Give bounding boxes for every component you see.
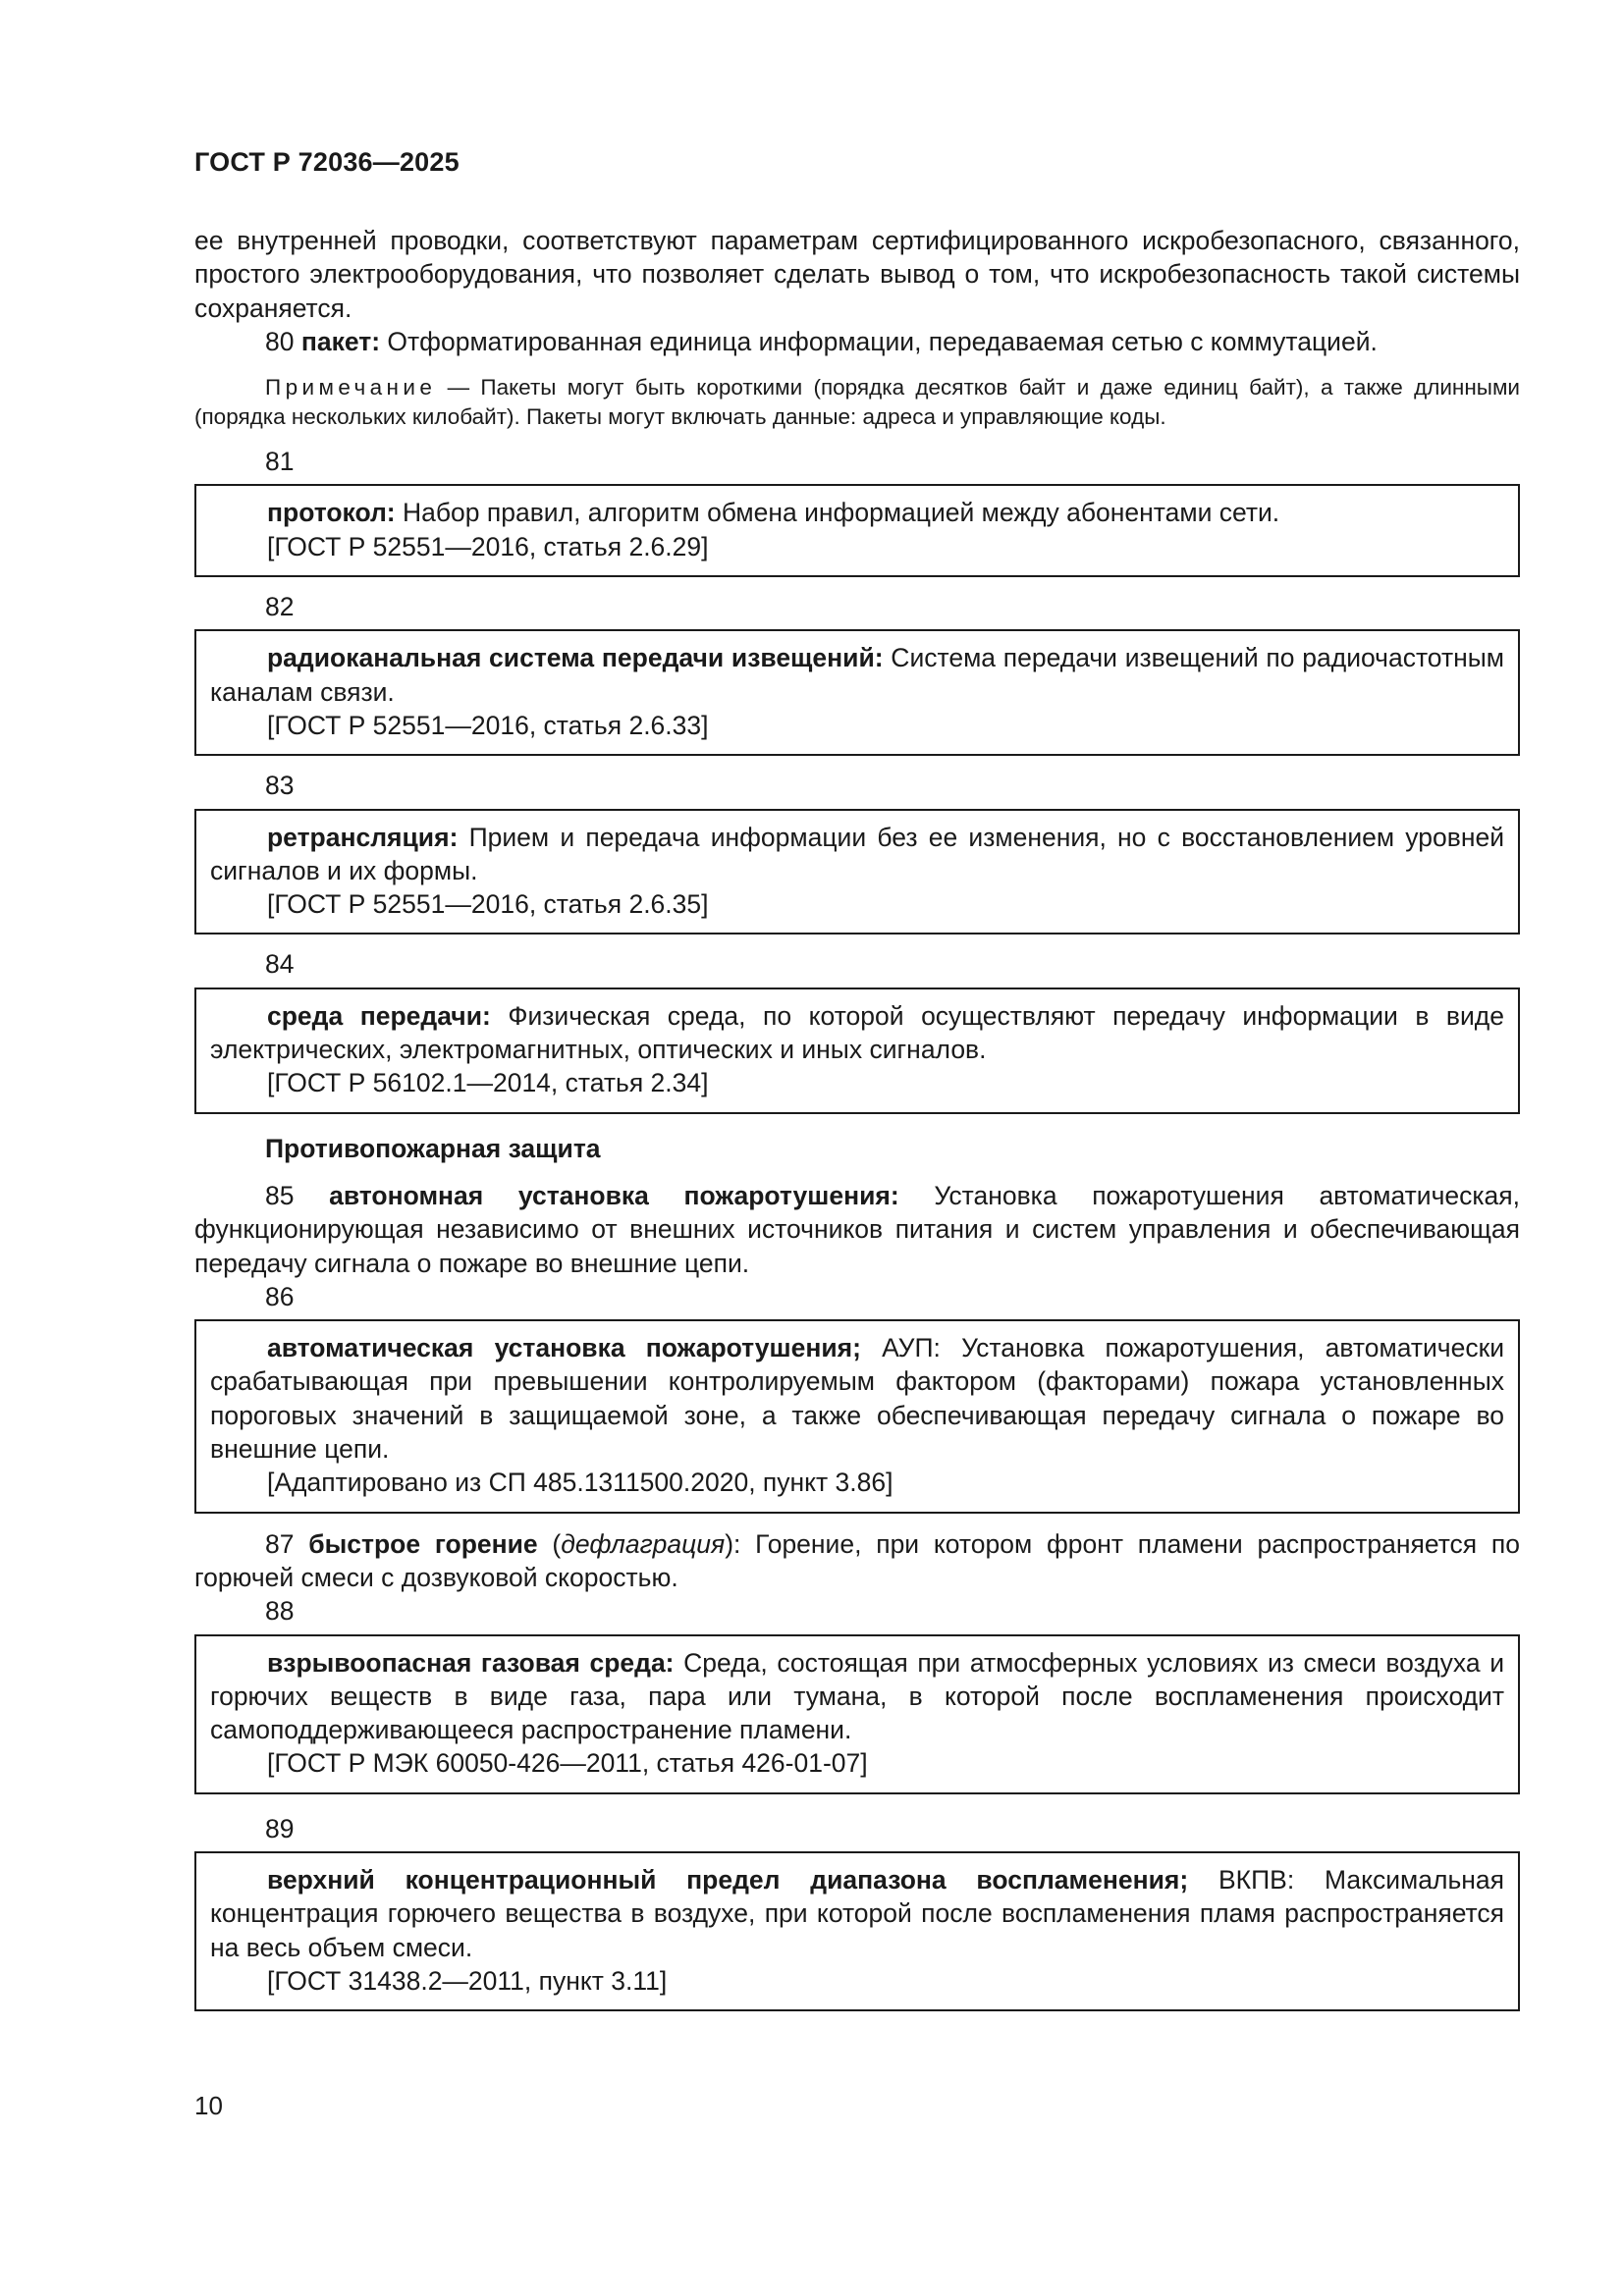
term-83-box: [194, 809, 1520, 935]
term-84-box: [194, 988, 1520, 1114]
standard-header: ГОСТ Р 72036—2025: [194, 147, 460, 177]
term-86-number: 86: [265, 1281, 295, 1311]
term-name: ретрансляция:: [267, 822, 459, 852]
term-name: среда передачи:: [267, 1000, 491, 1031]
term-definition: ВКПВ: Максимальная концентрация горючего вещества в воздухе, при которой после воспламенения пламя распространяется на весь объем смеси.: [210, 1864, 1504, 1962]
term-name: автономная установка пожаротушения:: [329, 1180, 899, 1210]
term-86-source: [Адаптировано из СП 485.1311500.2020, пункт 3.86]: [267, 1468, 893, 1498]
term-name: взрывоопасная газовая среда:: [267, 1647, 675, 1678]
term-82-number: 82: [265, 592, 295, 622]
term-82-box: [194, 629, 1520, 756]
intro-paragraph: ее внутренней проводки, соответствуют параметрам сертифицированного искробезопасного, связанного, простого электрооборудования, что позволяет сделать вывод о том, что искробезопасность такой системы сохраняется.: [194, 226, 1520, 323]
term-89-definition: [210, 1863, 1504, 1964]
term-83-source: [ГОСТ Р 52551—2016, статья 2.6.35]: [267, 889, 709, 920]
term-82-source: [ГОСТ Р 52551—2016, статья 2.6.33]: [267, 710, 709, 740]
term-88-box: [194, 1634, 1520, 1794]
term-definition: Среда, состоящая при атмосферных условиях из смеси воздуха и горючих веществ в виде газа, пара или тумана, в которой после воспламенения происходит самоподдерживающееся распространение пламени.: [210, 1647, 1505, 1745]
note-80: [194, 373, 1520, 432]
term-name: радиоканальная система передачи извещений:: [267, 643, 884, 673]
term-89-source: [ГОСТ 31438.2—2011, пункт 3.11]: [267, 1965, 668, 1996]
term-definition: ): Горение, при котором фронт пламени распространяется по горючей смеси с дозвуковой скоростью.: [194, 1528, 1520, 1592]
term-name: верхний концентрационный предел диапазона воспламенения;: [267, 1864, 1189, 1895]
term-name: автоматическая установка пожаротушения;: [267, 1333, 861, 1363]
term-definition: АУП: Установка пожаротушения, автоматически срабатывающая при превышении контролируемым фактором (факторами) пожара установленных пороговых значений в защищаемой зоне, а также обеспечивающая передачу сигнала о пожаре во внешние цепи.: [210, 1333, 1504, 1465]
term-88-number: 88: [265, 1596, 295, 1627]
term-name: пакет:: [300, 326, 381, 356]
term-definition: Прием и передача информации без ее изменения, но с восстановлением уровней сигналов и их формы.: [210, 822, 1504, 885]
term-81-number: 81: [265, 447, 295, 477]
term-definition: Набор правил, алгоритм обмена информацией между абонентами сети.: [395, 498, 1280, 528]
term-definition: Установка пожаротушения автоматическая, функционирующая независимо от внешних источников питания и систем управления и обеспечивающая передачу сигнала о пожаре во внешние цепи.: [194, 1180, 1520, 1278]
term-name: протокол:: [267, 498, 396, 528]
term-definition: Отформатированная единица информации, передаваемая сетью с коммутацией.: [380, 326, 1378, 356]
term-87: [194, 1527, 1520, 1595]
term-number: 87: [265, 1528, 295, 1559]
term-84-source: [ГОСТ Р 56102.1—2014, статья 2.34]: [267, 1068, 709, 1098]
term-80: [194, 325, 1520, 358]
term-81-source: [ГОСТ Р 52551—2016, статья 2.6.29]: [267, 531, 709, 561]
term-81-definition: [210, 496, 1504, 529]
term-89-box: [194, 1851, 1520, 2011]
term-84-number: 84: [265, 949, 295, 980]
term-89-number: 89: [265, 1813, 295, 1843]
term-86-box: [194, 1319, 1520, 1513]
term-84-definition: [210, 999, 1504, 1067]
term-85: [194, 1179, 1520, 1280]
term-83-definition: [210, 821, 1504, 888]
term-number: 85: [265, 1180, 295, 1210]
term-definition: Система передачи извещений по радиочастотным каналам связи.: [210, 643, 1504, 707]
term-86-definition: [210, 1331, 1504, 1466]
term-number: 80: [265, 326, 295, 356]
term-definition: Физическая среда, по которой осуществляют передачу информации в виде электрических, электромагнитных, оптических и иных сигналов.: [210, 1000, 1504, 1065]
page-number: 10: [194, 2091, 223, 2120]
note-text: — Пакеты могут быть короткими (порядка десятков байт и даже единиц байт), а также длинными (порядка нескольких килобайт). Пакеты могут включать данные: адреса и управляющие коды.: [194, 375, 1520, 430]
term-81-box: [194, 484, 1520, 577]
term-name: быстрое горение: [308, 1528, 538, 1559]
term-83-number: 83: [265, 771, 295, 801]
section-heading: Противопожарная защита: [265, 1133, 601, 1163]
term-paren: (: [537, 1528, 562, 1559]
note-label: Примечание: [265, 375, 437, 400]
document-body: [194, 224, 1520, 2011]
term-synonym: дефлаграция: [561, 1528, 726, 1559]
term-88-definition: [210, 1646, 1504, 1747]
term-88-source: [ГОСТ Р МЭК 60050-426—2011, статья 426-01-07]: [267, 1748, 868, 1779]
term-82-definition: [210, 641, 1504, 709]
